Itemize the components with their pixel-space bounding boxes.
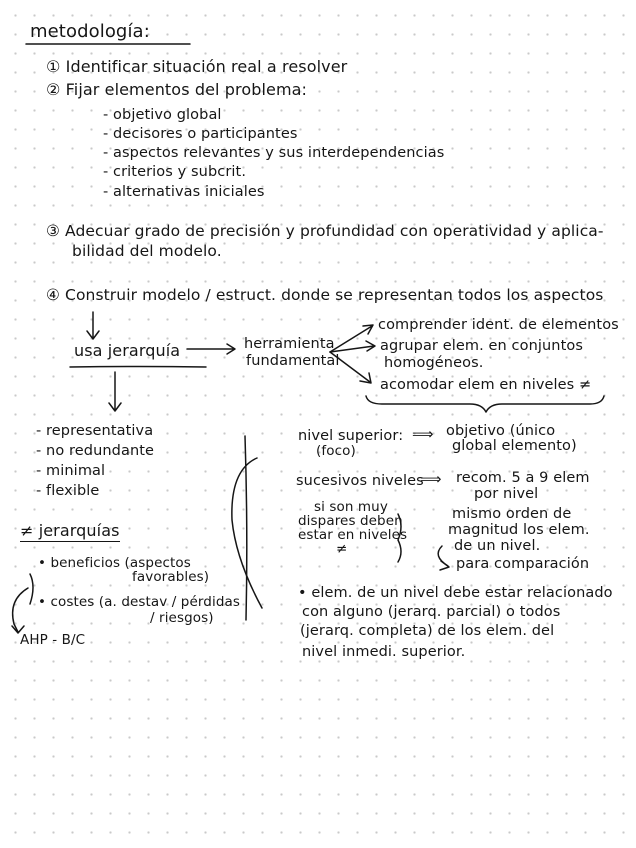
dispares-line-2: dispares deben	[298, 513, 403, 529]
step-2-item: - criterios y subcrit.	[103, 164, 247, 180]
dispares-line-4: ≠	[336, 541, 348, 557]
beneficios-line-1: • beneficios (aspectos	[38, 555, 191, 571]
costes-line-1: • costes (a. destav / pérdidas	[38, 594, 240, 610]
vertical-separator	[245, 436, 247, 620]
nivel-superior-value-1: objetivo (único	[446, 423, 556, 439]
foco-label: (foco)	[316, 443, 356, 459]
underline-usa	[70, 367, 206, 368]
loop-to-ahp	[12, 588, 28, 633]
brace-benef-costes	[30, 574, 33, 604]
mismo-orden-line-1: mismo orden de	[452, 506, 572, 522]
sucesivos-niveles-label: sucesivos niveles	[296, 473, 424, 489]
herramienta-label-2: fundamental	[246, 353, 340, 369]
final-note-line-2: con alguno (jerarq. parcial) o todos	[302, 604, 561, 620]
step-2-item: - objetivo global	[103, 107, 222, 123]
herramienta-label-1: herramienta	[244, 336, 335, 352]
down-arrow-step4	[87, 312, 99, 339]
step-3-line-2: bilidad del modelo.	[72, 242, 222, 260]
final-note-line-4: nivel inmedi. superior.	[302, 644, 466, 660]
implies-arrow-sucesivos: ⟹	[420, 470, 442, 488]
final-note-line-1: • elem. de un nivel debe estar relacionado	[298, 585, 613, 601]
arrow-comparacion	[438, 546, 449, 570]
branch-arrow-1	[330, 325, 373, 352]
costes-line-2: / riesgos)	[150, 610, 214, 626]
usa-jerarquia: usa jerarquía	[74, 341, 181, 360]
step-2-item: - decisores o participantes	[103, 126, 298, 142]
property-item: - minimal	[36, 463, 106, 479]
dispares-line-1: si son muy	[314, 499, 388, 515]
property-item: - no redundante	[36, 443, 155, 459]
nivel-superior-value-2: global elemento)	[452, 438, 577, 454]
final-note-line-3: (jerarq. completa) de los elem. del	[300, 623, 555, 639]
branch-arrow-2	[330, 341, 375, 352]
property-item: - representativa	[36, 423, 154, 439]
step-2-item: - alternativas iniciales	[103, 184, 265, 200]
page-title: metodología:	[30, 21, 150, 42]
para-comparacion: para comparación	[456, 556, 590, 572]
ahp-bc: AHP - B/C	[20, 632, 86, 648]
step-2-item: - aspectos relevantes y sus interdependencias	[103, 145, 445, 161]
mismo-orden-line-2: magnitud los elem.	[448, 522, 590, 538]
property-item: - flexible	[36, 483, 100, 499]
mismo-orden-line-3: de un nivel.	[454, 538, 541, 554]
step-1: ① Identificar situación real a resolver	[46, 57, 348, 76]
brace-branches	[366, 396, 604, 412]
sucesivos-value-2: por nivel	[474, 486, 539, 502]
right-arrow-herramienta	[187, 344, 235, 354]
implies-arrow-superior: ⟹	[412, 425, 434, 443]
sucesivos-value-1: recom. 5 a 9 elem	[456, 470, 590, 486]
step-4: ④ Construir modelo / estruct. donde se representan todos los aspectos	[46, 286, 604, 304]
step-2: ② Fijar elementos del problema:	[46, 80, 308, 99]
dispares-line-3: estar en niveles	[298, 527, 408, 543]
step-3-line-1: ③ Adecuar grado de precisión y profundidad con operatividad y aplica-	[46, 222, 604, 240]
branch-acomodar: acomodar elem en niveles ≠	[380, 377, 592, 393]
jerarquias-heading: ≠ jerarquías	[20, 521, 120, 540]
branch-comprender: comprender ident. de elementos	[378, 317, 619, 333]
beneficios-line-2: favorables)	[132, 569, 210, 585]
branch-agrupar-2: homogéneos.	[384, 355, 484, 371]
nivel-superior-label: nivel superior:	[298, 428, 404, 444]
branch-agrupar: agrupar elem. en conjuntos	[380, 338, 583, 354]
down-arrow-properties	[109, 372, 121, 411]
